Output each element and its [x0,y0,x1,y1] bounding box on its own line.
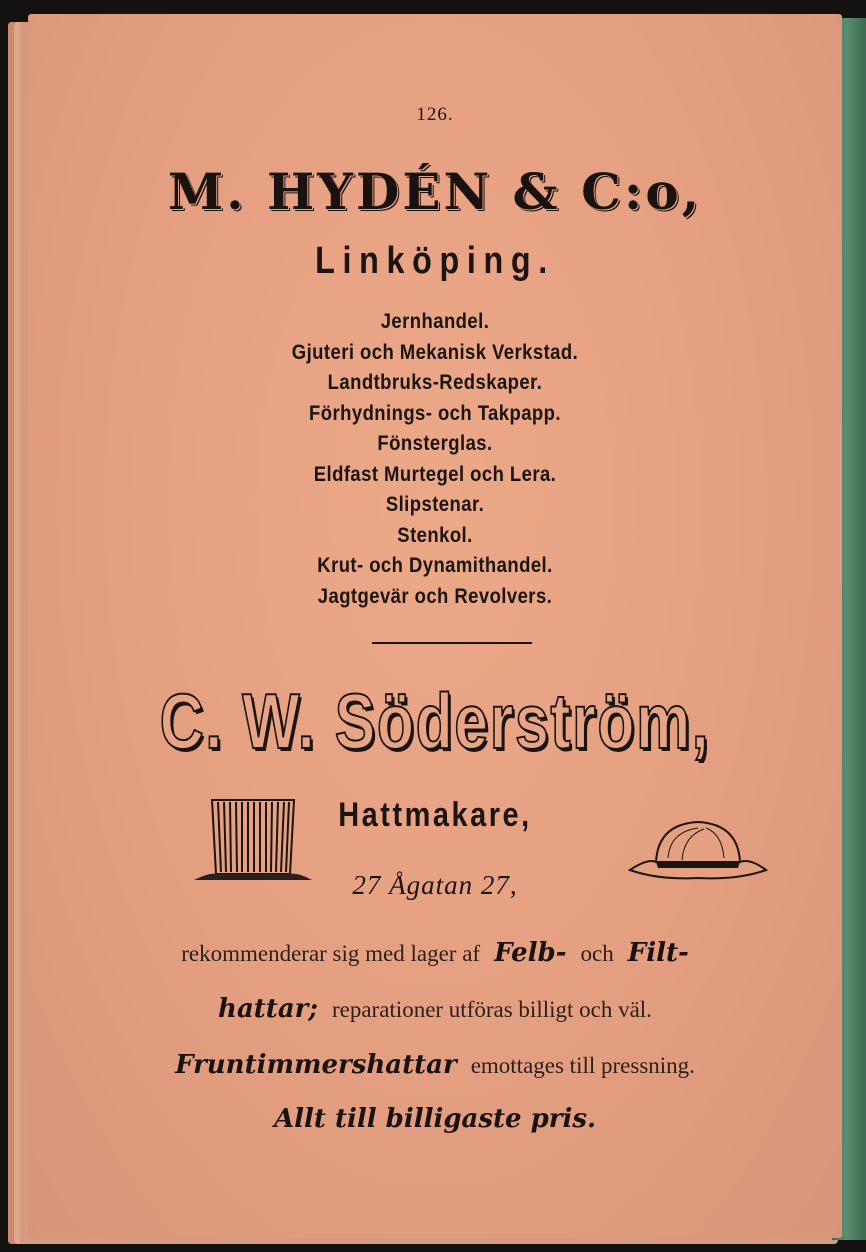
goods-item: Krut- och Dynamithandel. [317,554,553,577]
goods-list [28,307,842,612]
goods-item: Eldfast Murtegel och Lera. [313,462,557,486]
ad-text-line [28,1104,842,1134]
goods-item: Jernhandel. [380,310,490,333]
goods-item: Slipstenar. [385,493,485,516]
hatter-trade: Hattmakare, [338,796,532,834]
hatter-address: 27 Ågatan 27, [352,870,518,900]
firm-city: Linköping. [315,240,555,282]
page-number: 126. [416,104,454,125]
ad-emphasis: Fruntimmershattar [175,1050,457,1080]
book-page [28,14,842,1238]
goods-item: Stenkol. [397,523,473,547]
ad-text: och [580,941,614,966]
hatter-name: C. W. Söderström, [159,677,711,765]
goods-item: Jagtgevär och Revolvers. [317,584,553,608]
goods-item: Fönsterglas. [377,432,493,455]
section-divider [372,642,532,644]
goods-item: Landtbruks-Redskaper. [327,371,543,394]
goods-item: Förhydnings- och Takpapp. [309,401,561,425]
ad-text: emottages till pressning. [470,1053,695,1078]
ad-slogan: Allt till billigaste pris. [273,1104,597,1134]
ad-text-line [28,994,842,1024]
firm-name: M. HYDÉN & C:o, [167,162,703,221]
ad-emphasis: hattar; [218,994,318,1024]
goods-item: Gjuteri och Mekanisk Verkstad. [291,340,579,364]
ad-emphasis: Felb- [494,938,567,968]
ad-text-line [28,938,842,968]
ad-text-line [28,1050,842,1080]
ad-text: rekommenderar sig med lager af [181,941,481,966]
ad-emphasis: Filt- [627,938,689,968]
ad-text: reparationer utföras billigt och väl. [331,997,652,1022]
